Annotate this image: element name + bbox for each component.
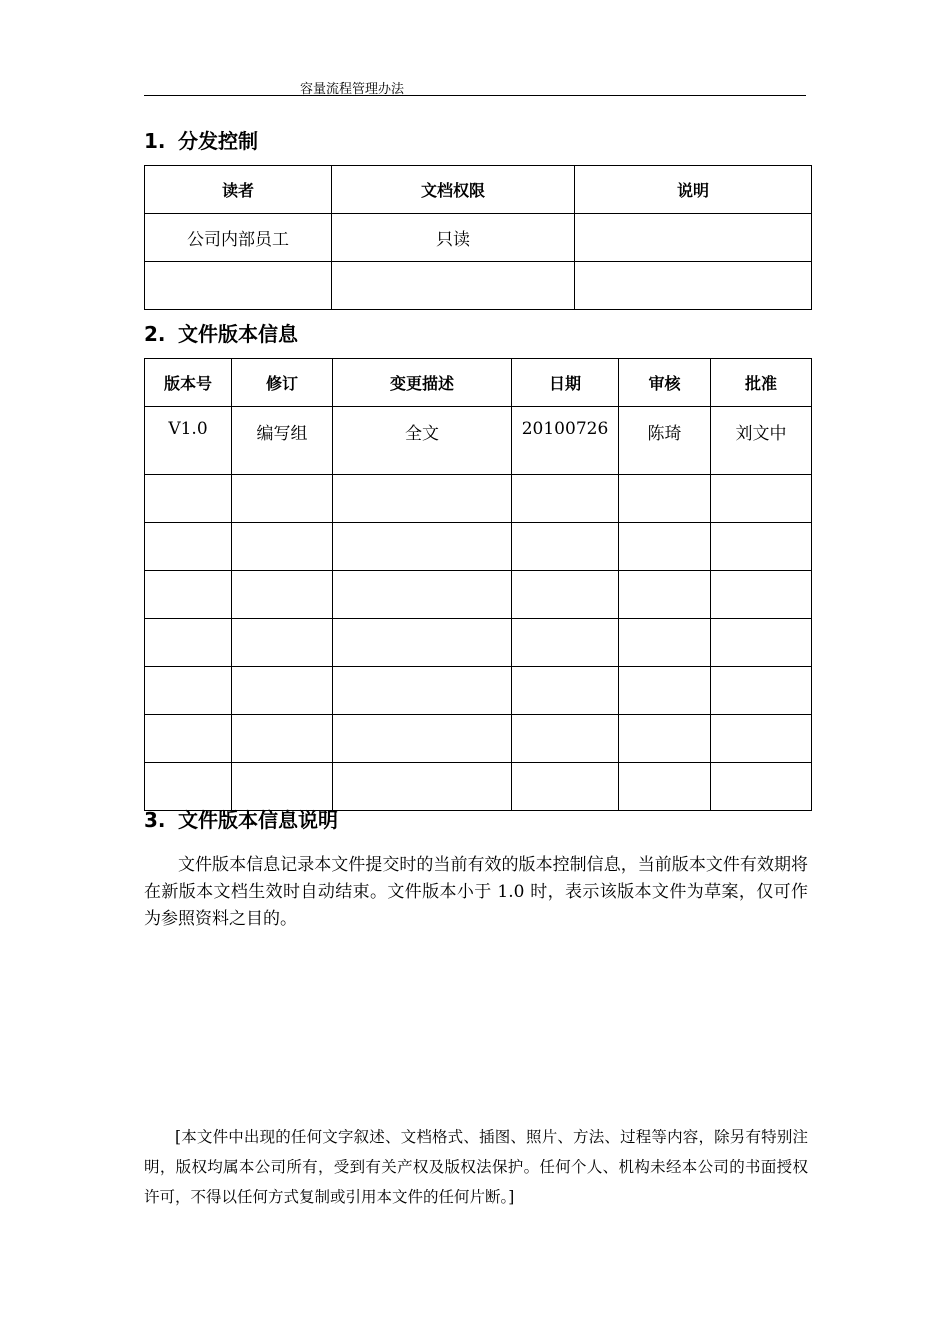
table-cell: [575, 214, 812, 262]
table-cell: [575, 262, 812, 310]
table-row: [145, 262, 812, 310]
table-cell: [145, 715, 232, 763]
table-cell: [145, 523, 232, 571]
table-cell: [232, 475, 333, 523]
table-row: [145, 619, 812, 667]
header-title: 容量流程管理办法: [300, 82, 405, 97]
table-row: [145, 715, 812, 763]
table-cell: [232, 571, 333, 619]
table-header-row: [145, 166, 812, 214]
table-cell: [512, 715, 619, 763]
table-cell: [512, 667, 619, 715]
table-row: [145, 523, 812, 571]
table-row: [145, 214, 812, 262]
table-cell: [333, 475, 512, 523]
column-header: 说明: [575, 166, 812, 214]
section3-title: 文件版本信息说明: [178, 808, 338, 832]
column-header: 文档权限: [332, 166, 575, 214]
table-cell: [711, 763, 812, 811]
table-cell: 公司内部员工: [145, 214, 332, 262]
section2-number: 2.: [144, 322, 166, 346]
table-cell: [232, 619, 333, 667]
table-cell: [145, 262, 332, 310]
column-header: 审核: [619, 359, 711, 407]
table-row: [145, 407, 812, 475]
table-cell: [619, 523, 711, 571]
table-cell: [619, 619, 711, 667]
table-cell: [232, 523, 333, 571]
table-cell: [619, 715, 711, 763]
table-cell: 陈琦: [619, 407, 711, 475]
column-header: 变更描述: [333, 359, 512, 407]
section3-number: 3.: [144, 808, 166, 832]
table-cell: [332, 262, 575, 310]
table-cell: [512, 763, 619, 811]
section1-heading: [144, 125, 258, 154]
column-header: 读者: [145, 166, 332, 214]
header-rule: [144, 95, 806, 96]
table-cell: [145, 619, 232, 667]
table-cell: [333, 667, 512, 715]
table-cell: [333, 763, 512, 811]
table-row: [145, 667, 812, 715]
table-cell: 全文: [333, 407, 512, 475]
distribution-table: [144, 165, 812, 310]
version-table: [144, 358, 812, 811]
table-cell: [711, 667, 812, 715]
column-header: 修订: [232, 359, 333, 407]
section2-heading: [144, 318, 298, 347]
table-cell: [512, 619, 619, 667]
table-cell: [145, 571, 232, 619]
table-cell: [333, 571, 512, 619]
section3-heading: [144, 804, 338, 833]
table-cell: [711, 715, 812, 763]
table-cell: 只读: [332, 214, 575, 262]
table-cell: [711, 571, 812, 619]
table-cell: [333, 619, 512, 667]
table-cell: [232, 667, 333, 715]
table-cell: V1.0: [145, 407, 232, 475]
table-cell: [619, 475, 711, 523]
table-cell: [512, 523, 619, 571]
table-row: [145, 475, 812, 523]
table-cell: [333, 523, 512, 571]
table-cell: [619, 763, 711, 811]
column-header: 日期: [512, 359, 619, 407]
table-cell: [512, 475, 619, 523]
table-cell: [711, 523, 812, 571]
table-cell: [619, 667, 711, 715]
column-header: 批准: [711, 359, 812, 407]
table-cell: [145, 667, 232, 715]
version-info-description: 文件版本信息记录本文件提交时的当前有效的版本控制信息，当前版本文件有效期将在新版本文档生效时自动结束。文件版本小于 1.0 时，表示该版本文件为草案，仅可作为参照资料之目的。: [144, 855, 808, 929]
section2-title: 文件版本信息: [178, 322, 298, 346]
section1-title: 分发控制: [178, 129, 258, 153]
table-cell: [333, 715, 512, 763]
table-cell: [232, 715, 333, 763]
table-cell: [619, 571, 711, 619]
table-cell: [145, 475, 232, 523]
section1-number: 1.: [144, 129, 166, 153]
table-cell: 编写组: [232, 407, 333, 475]
table-cell: 刘文中: [711, 407, 812, 475]
table-cell: [711, 619, 812, 667]
column-header: 版本号: [145, 359, 232, 407]
table-cell: [711, 475, 812, 523]
table-cell: [512, 571, 619, 619]
table-row: [145, 571, 812, 619]
copyright-notice: [本文件中出现的任何文字叙述、文档格式、插图、照片、方法、过程等内容，除另有特别注明，版权均属本公司所有，受到有关产权及版权法保护。任何个人、机构未经本公司的书面授权许可，不得以任何方式复制或引用本文件的任何片断。]: [144, 1128, 808, 1206]
table-cell: 20100726: [512, 407, 619, 475]
table-header-row: [145, 359, 812, 407]
